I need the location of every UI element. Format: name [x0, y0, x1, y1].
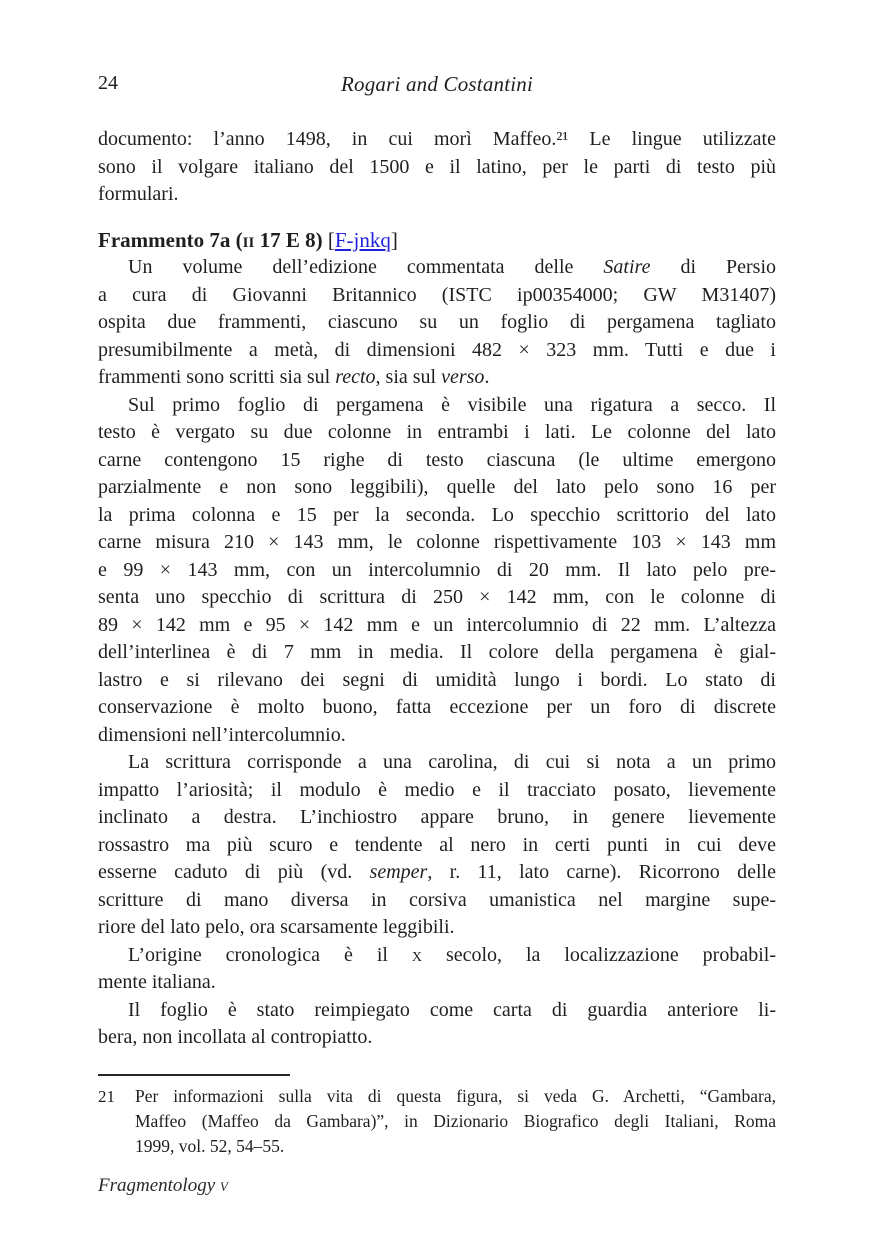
text-line: Per informazioni sulla vita di questa figura, si veda G. Archetti, “Gambara,	[135, 1085, 776, 1106]
text-line: ospita due frammenti, ciascuno su un foglio di pergamena tagliato	[98, 311, 776, 333]
text-line: inclinato a destra. L’inchiostro appare bruno, in genere lievemente	[98, 806, 776, 828]
text-line: impatto l’ariosità; il modulo è medio e il tracciato posato, lievemente	[98, 778, 776, 801]
text-line: Un volume dell’edizione commentata delle Satire di Persio	[128, 256, 777, 278]
heading-title-post: 17 E 8)	[254, 227, 323, 252]
text-line: 89 × 142 mm e 95 × 142 mm e un intercolumnio di 22 mm. L’altezza	[98, 613, 776, 636]
text-line: dell’interlinea è di 7 mm in media. Il colore della pergamena è gial-	[98, 641, 776, 663]
text-line: documento: l’anno 1498, in cui morì Maffeo.²¹ Le lingue utilizzate	[98, 128, 776, 150]
text-line: riore del lato pelo, ora scarsamente leggibili.	[98, 916, 455, 938]
text-line: esserne caduto di più (vd. semper, r. 11, lato carne). Ricorrono delle	[98, 861, 776, 883]
paragraph	[98, 392, 776, 750]
paragraph	[98, 997, 776, 1052]
text-line: a cura di Giovanni Britannico (ISTC ip00354000; GW M31407)	[98, 283, 776, 306]
paragraph	[98, 749, 776, 942]
text-line: formulari.	[98, 183, 179, 205]
text-line: rossastro ma più scuro e tendente al nero in certi punti in cui deve	[98, 833, 776, 856]
text-line: e 99 × 143 mm, con un intercolumnio di 20 mm. Il lato pelo pre-	[98, 558, 776, 581]
text-line: la prima colonna e 15 per la seconda. Lo specchio scrittorio del lato	[98, 503, 776, 526]
footnote-rule	[98, 1074, 290, 1076]
text-line: 1999, vol. 52, 54–55.	[135, 1135, 285, 1156]
fragment-link[interactable]: F-jnkq	[334, 227, 391, 252]
heading-smallcaps: ii	[242, 227, 255, 252]
running-title: Rogari and Costantini	[340, 72, 534, 96]
text-line: senta uno specchio di scrittura di 250 × 142 mm, con le colonne di	[98, 586, 776, 608]
text-line: dimensioni nell’intercolumnio.	[98, 723, 346, 746]
text-line: Maffeo (Maffeo da Gambara)”, in Dizionario Biografico degli Italiani, Roma	[135, 1110, 776, 1131]
text-line: conservazione è molto buono, fatta eccezione per un foro di discrete	[98, 696, 776, 718]
journal-footer: Fragmentology v	[98, 1174, 228, 1196]
body-paragraphs	[98, 254, 776, 1052]
text-line: testo è vergato su due colonne in entrambi i lati. Le colonne del lato	[98, 421, 776, 443]
paragraph	[98, 126, 776, 209]
paragraph	[98, 942, 776, 997]
text-line: Il foglio è stato reimpiegato come carta di guardia anteriore li-	[128, 998, 776, 1021]
heading-bracket-open: [	[322, 227, 335, 252]
footnote-text	[135, 1084, 776, 1159]
intro-paragraph-host	[98, 126, 776, 209]
heading-title-pre: Frammento 7a (	[98, 227, 243, 252]
text-line: frammenti sono scritti sia sul recto, sia sul verso.	[98, 366, 490, 388]
text-line: lastro e si rilevano dei segni di umidità lungo i bordi. Lo stato di	[98, 668, 776, 691]
text-line: parzialmente e non sono leggibili), quelle del lato pelo sono 16 per	[98, 476, 776, 498]
footnote-number: 21	[98, 1086, 115, 1106]
text-line: carne misura 210 × 143 mm, le colonne rispettivamente 103 × 143 mm	[98, 531, 776, 553]
heading-bracket-close: ]	[390, 227, 398, 252]
page-header	[98, 72, 776, 100]
footnote	[98, 1084, 776, 1159]
text-line: Sul primo foglio di pergamena è visibile una rigatura a secco. Il	[128, 393, 776, 416]
text-line: bera, non incollata al contropiatto.	[98, 1026, 373, 1048]
text-line: sono il volgare italiano del 1500 e il latino, per le parti di testo più	[98, 155, 776, 178]
paragraph	[98, 254, 776, 392]
text-line: carne contengono 15 righe di testo ciascuna (le ultime emergono	[98, 448, 776, 471]
text-line: mente italiana.	[98, 971, 216, 993]
text-line: L’origine cronologica è il x secolo, la localizzazione probabil-	[128, 943, 776, 966]
page-number: 24	[98, 72, 118, 94]
text-line: scritture di mano diversa in corsiva umanistica nel margine supe-	[98, 888, 776, 911]
text-line: La scrittura corrisponde a una carolina, di cui si nota a un primo	[128, 751, 776, 773]
section-heading	[98, 227, 776, 255]
text-line: presumibilmente a metà, di dimensioni 482 × 323 mm. Tutti e due i	[98, 338, 776, 361]
